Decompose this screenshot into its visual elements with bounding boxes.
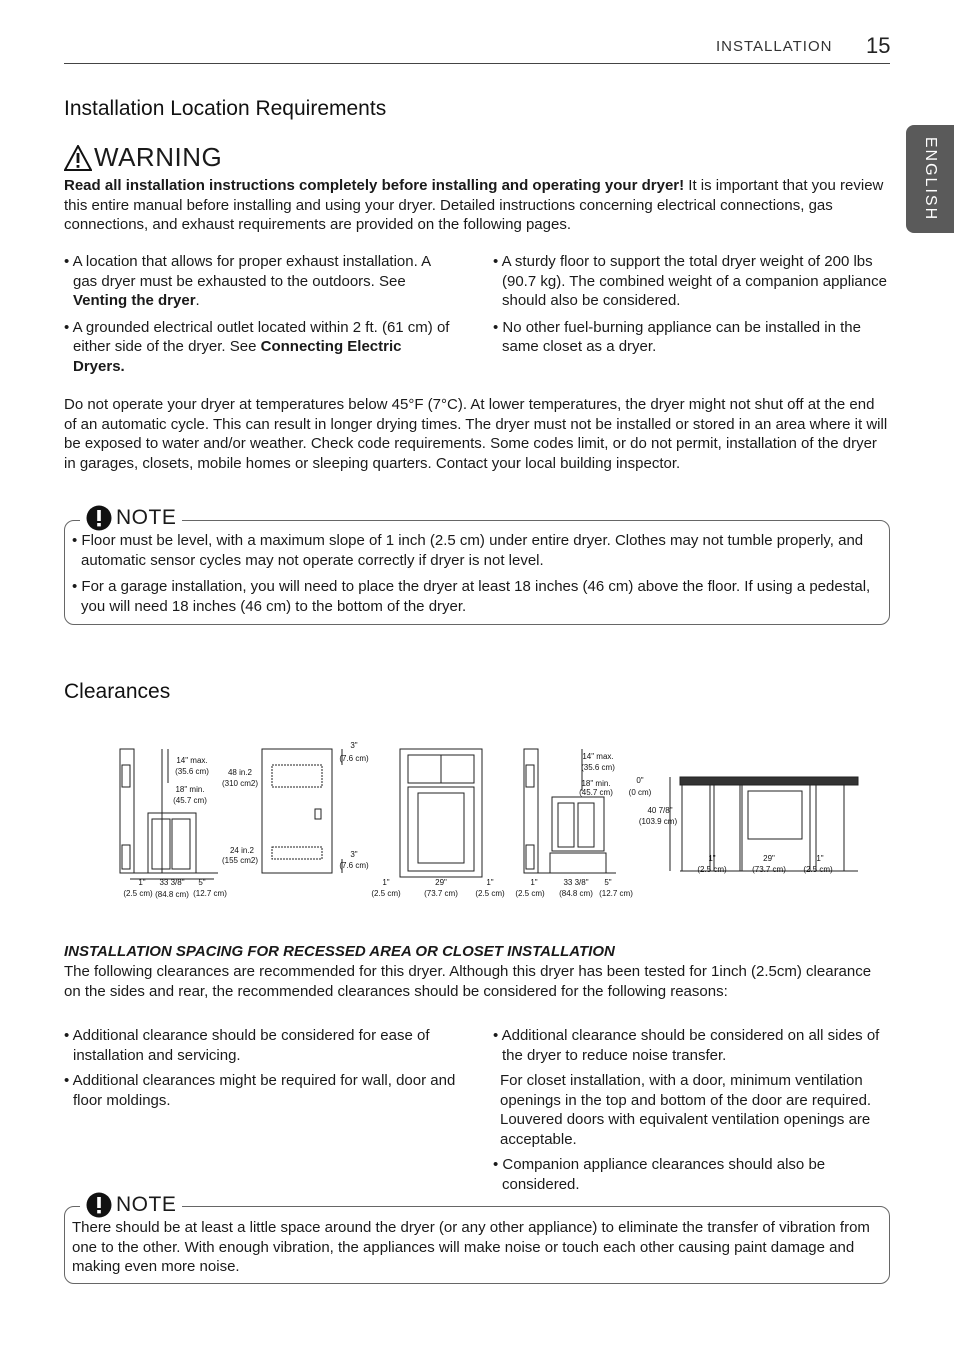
dim-label: (0 cm) xyxy=(628,788,652,797)
exclamation-circle-icon xyxy=(86,1192,112,1218)
spacing-heading: INSTALLATION SPACING FOR RECESSED AREA OR CLOSET INSTALLATION xyxy=(64,943,615,960)
dim-label: (84.8 cm) xyxy=(155,890,189,899)
warning-label: WARNING xyxy=(94,142,223,172)
list-item: • Additional clearance should be considered on all sides of the dryer to reduce noise transfer. xyxy=(493,1027,880,1064)
dim-label: (12.7 cm) xyxy=(599,889,633,898)
dim-label: 1" xyxy=(530,878,538,887)
dim-label: (73.7 cm) xyxy=(424,889,458,898)
section-title-location: Installation Location Requirements xyxy=(64,97,387,120)
warning-intro-text: It is important that you review this entire manual before installing and using your dryer. Detailed instructions concerning electrical connections, gas connections, and exhaust requirements are provided on the following pages. xyxy=(64,177,884,233)
dim-label: 29" xyxy=(763,854,775,863)
warning-heading xyxy=(64,142,222,173)
dim-label: 1" xyxy=(486,878,494,887)
clearance-left-list xyxy=(64,1026,464,1110)
dim-label: 3" xyxy=(350,741,358,750)
dim-label: (155 cm2) xyxy=(221,856,259,865)
list-item-bold: Connecting Electric Dryers. xyxy=(73,338,402,375)
note2-text: There should be at least a little space around the dryer (or any other appliance) to eliminate the transfer of vibration from one to the other. With enough vibration, the appliances will make noise or touch each other causing paint damage and making even more noise. xyxy=(72,1219,870,1275)
dim-label: (2.5 cm) xyxy=(123,889,153,898)
dim-label: 29" xyxy=(435,878,447,887)
page-number: 15 xyxy=(866,33,891,58)
dim-label: 33 3/8" xyxy=(563,878,589,887)
dim-label: 18" min. xyxy=(581,779,611,788)
spacing-intro: The following clearances are recommended for this dryer. Although this dryer has been tested for 1inch (2.5cm) clearance on the sides and rear, the recommended clearances should be considered for the following reasons: xyxy=(64,963,872,1000)
note1-list xyxy=(72,531,878,616)
dim-label: (73.7 cm) xyxy=(752,865,786,874)
dim-label: 1" xyxy=(138,878,146,887)
dim-label: (7.6 cm) xyxy=(339,861,369,870)
header-divider xyxy=(64,63,890,64)
note-heading-2 xyxy=(80,1192,182,1218)
dim-label: (310 cm2) xyxy=(221,779,259,788)
clearance-right-list xyxy=(493,1026,890,1194)
dim-label: (7.6 cm) xyxy=(339,754,369,763)
warning-triangle-icon xyxy=(64,145,92,171)
dim-label: 3" xyxy=(350,850,358,859)
list-item: • Additional clearance should be considered for ease of installation and servicing. xyxy=(64,1027,430,1064)
dim-label: (2.5 cm) xyxy=(803,865,833,874)
warning-intro-bold: Read all installation instructions completely before installing and operating your dryer! xyxy=(64,177,685,194)
dim-label: 1" xyxy=(816,854,824,863)
dim-label: (2.5 cm) xyxy=(515,889,545,898)
location-left-list xyxy=(64,252,456,376)
dim-label: (84.8 cm) xyxy=(559,889,593,898)
dim-label: (103.9 cm) xyxy=(638,817,678,826)
list-item-bold: Venting the dryer xyxy=(73,292,196,309)
list-item: • Additional clearances might be required for wall, door and floor moldings. xyxy=(64,1072,456,1109)
dim-label: 40 7/8" xyxy=(647,806,673,815)
list-item-text: • A location that allows for proper exhaust installation. A gas dryer must be exhausted to the outdoors. See xyxy=(64,253,431,290)
dim-label: 14" max. xyxy=(176,756,208,765)
dim-label: (2.5 cm) xyxy=(475,889,505,898)
dim-label: (2.5 cm) xyxy=(371,889,401,898)
list-item xyxy=(64,252,456,311)
list-item: • A sturdy floor to support the total dryer weight of 200 lbs (90.7 kg). The combined weight of a companion appliance should also be considered. xyxy=(493,253,887,309)
note-label: NOTE xyxy=(116,506,177,529)
dim-label: 1" xyxy=(708,854,716,863)
dim-label: (45.7 cm) xyxy=(173,796,207,805)
note-heading-1 xyxy=(80,505,182,531)
dim-label: (35.6 cm) xyxy=(581,763,615,772)
list-item: • No other fuel-burning appliance can be installed in the same closet as a dryer. xyxy=(493,318,861,355)
dim-label: 14" max. xyxy=(582,752,614,761)
language-tab-label: ENGLISH xyxy=(922,136,939,222)
dim-label: 0" xyxy=(636,776,644,785)
list-item: • Companion appliance clearances should also be considered. xyxy=(493,1156,826,1193)
exclamation-circle-icon xyxy=(86,505,112,531)
dim-label: 24 in.2 xyxy=(229,846,255,855)
closet-paragraph: For closet installation, with a door, minimum ventilation openings in the top and bottom of the door are required. Louvered doors with equivalent ventilation openings are acceptable. xyxy=(500,1072,872,1148)
dim-label: 1" xyxy=(382,878,390,887)
dim-label: (2.5 cm) xyxy=(697,865,727,874)
warning-intro xyxy=(64,176,890,235)
location-right-list xyxy=(493,252,890,357)
header-section-title: INSTALLATION xyxy=(716,38,833,55)
temperature-paragraph: Do not operate your dryer at temperatures below 45°F (7°C). At lower temperatures, the dryer might not shut off at the end of an automatic cycle. This can result in longer drying times. The dryer must not be installed or stored in an area where it will be exposed to water and/or weather. Check code requirements. Some codes limit, or do not permit, installation of the dryer in garages, closets, mobile homes or sleeping quarters. Contact your local building inspector. xyxy=(64,396,888,472)
dim-label: (12.7 cm) xyxy=(193,889,227,898)
clearance-diagrams xyxy=(110,735,870,905)
countertop xyxy=(680,777,858,785)
note-label: NOTE xyxy=(116,1193,177,1216)
dim-label: 5" xyxy=(604,878,612,887)
dim-label: 18" min. xyxy=(175,785,205,794)
section-title-clearances: Clearances xyxy=(64,680,171,703)
list-item xyxy=(64,318,456,377)
dim-label: (45.7 cm) xyxy=(579,788,613,797)
dim-label: (35.6 cm) xyxy=(175,767,209,776)
language-tab xyxy=(906,125,954,233)
dim-label: 48 in.2 xyxy=(227,768,253,777)
dim-label: 33 3/8" xyxy=(159,878,185,887)
list-item: • For a garage installation, you will need to place the dryer at least 18 inches (46 cm) above the floor. If using a pedestal, you will need 18 inches (46 cm) to the bottom of the dryer. xyxy=(72,578,871,615)
list-item-text: • A grounded electrical outlet located within 2 ft. (61 cm) of either side of the dryer. See xyxy=(64,318,450,355)
dryer-front-2 xyxy=(740,785,810,871)
dim-label: 5" xyxy=(198,878,206,887)
list-item: • Floor must be level, with a maximum slope of 1 inch (2.5 cm) under entire dryer. Clothes may not tumble properly, and automatic sensor cycles may not operate correctly if dryer is not level. xyxy=(72,532,864,569)
list-item-after: . xyxy=(195,292,200,309)
